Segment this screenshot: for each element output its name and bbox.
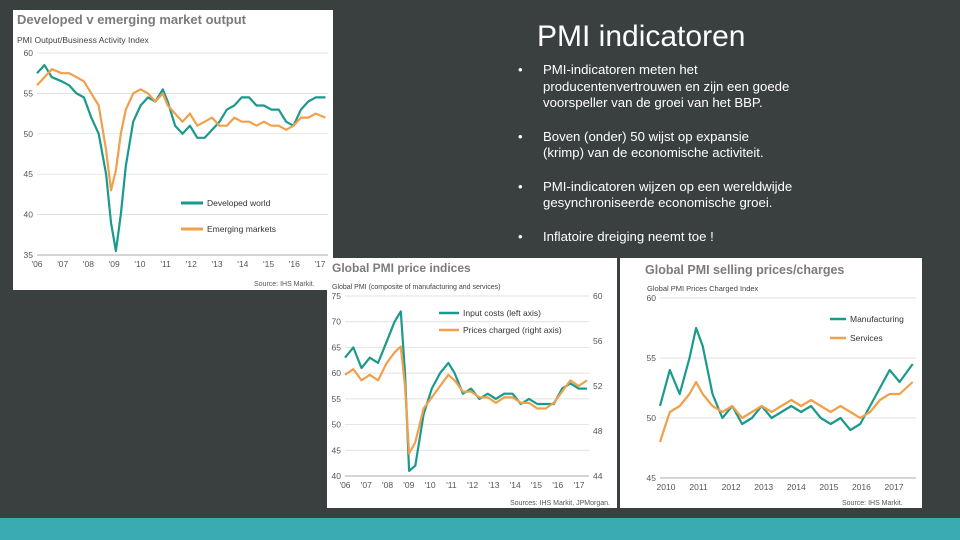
bullet-icon: • [518,178,523,194]
x-tick-label: '15 [530,480,542,490]
chart-source: Source: IHS Markit. [842,500,903,507]
y-tick-label: 40 [331,471,341,481]
chart-title: Developed v emerging market output [17,12,246,27]
x-tick-label: '15 [263,259,275,269]
y-tick-label: 45 [646,473,656,483]
series-line-orange [37,69,326,190]
y-tick-label: 40 [23,209,33,220]
x-tick-label: '11 [160,259,171,269]
chart-subtitle: Global PMI Prices Charged Index [647,284,759,293]
legend-prices-charged: Prices charged (right axis) [463,325,562,335]
x-tick-label: 2013 [754,482,774,492]
bullet-icon: • [518,228,523,244]
series-line-teal [660,328,913,430]
x-tick-label: '14 [237,259,249,269]
x-tick-label: 2014 [786,482,806,492]
bullet-item [518,179,793,212]
y-tick-label: 45 [23,169,33,180]
x-tick-label: '16 [552,480,564,490]
chart-developed-vs-emerging [13,10,333,290]
x-tick-label: '13 [211,259,223,269]
y-right-tick-label: 48 [593,426,603,436]
bullet-item [518,129,793,162]
y-tick-label: 55 [646,353,656,363]
x-tick-label: 2017 [884,482,904,492]
legend-manufacturing: Manufacturing [850,314,904,324]
chart-svg [13,10,333,290]
bullet-icon: • [518,128,523,144]
legend-services: Services [850,333,883,343]
x-tick-label: '10 [134,259,146,269]
chart-title: Global PMI selling prices/charges [645,263,845,277]
x-tick-label: 2016 [851,482,871,492]
y-right-tick-label: 52 [593,381,603,391]
series-line-orange [345,347,587,454]
chart-global-pmi-price-indices [327,258,617,508]
x-tick-label: 2011 [689,482,708,492]
chart-source: Sources: IHS Markit, JPMorgan. [510,500,610,507]
x-tick-label: '17 [573,480,585,490]
y-tick-label: 35 [23,250,33,260]
bullet-item [518,62,793,112]
y-tick-label: 60 [646,293,656,303]
legend-emerging: Emerging markets [207,224,276,234]
x-tick-label: '14 [509,480,521,490]
legend-developed: Developed world [207,198,271,208]
x-tick-label: '11 [446,480,457,490]
y-tick-label: 45 [331,445,341,456]
x-tick-label: '09 [108,259,120,269]
bullet-item [518,229,793,246]
x-tick-label: '08 [82,259,94,269]
bullet-text: PMI-indicatoren wijzen op een wereldwijde gesynchroniseerde economische groei. [543,178,793,210]
series-line-teal [37,65,326,251]
x-tick-label: 2012 [721,482,741,492]
chart-svg [327,258,617,508]
footer-accent-bar [0,518,960,540]
bullet-text: PMI-indicatoren meten het producentenvertrouwen en zijn een goede voorspeller van de groei van het BBP. [543,62,790,110]
bullet-text: Inflatoire dreiging neemt toe ! [543,228,714,244]
y-tick-label: 75 [331,291,341,301]
x-tick-label: '06 [31,259,43,269]
x-tick-label: '12 [467,480,479,490]
x-tick-label: '10 [424,480,436,490]
x-tick-label: '12 [185,259,197,269]
chart-global-pmi-selling-prices [620,258,922,508]
x-tick-label: 2010 [656,482,676,492]
y-tick-label: 50 [23,128,33,139]
x-tick-label: '06 [339,480,351,490]
x-tick-label: 2015 [819,482,839,492]
chart-subtitle: PMI Output/Business Activity Index [17,35,149,45]
x-tick-label: '13 [488,480,500,490]
chart-title: Global PMI price indices [332,261,471,275]
y-tick-label: 50 [331,419,341,430]
y-tick-label: 65 [331,342,341,353]
y-tick-label: 60 [331,368,341,379]
x-tick-label: '07 [57,259,69,269]
bullet-list [518,62,793,262]
y-right-tick-label: 44 [593,471,603,481]
y-tick-label: 55 [331,393,341,404]
x-tick-label: '07 [360,480,372,490]
y-right-tick-label: 56 [593,336,603,346]
x-tick-label: '08 [382,480,394,490]
y-right-tick-label: 60 [593,291,603,301]
bullet-icon: • [518,62,523,77]
chart-svg [620,258,922,508]
chart-source: Source: IHS Markit. [254,281,315,288]
y-tick-label: 55 [23,88,33,99]
bullet-text: Boven (onder) 50 wijst op expansie (krimp) van de economische activiteit. [543,128,764,160]
x-tick-label: '16 [288,259,300,269]
y-tick-label: 50 [646,413,656,423]
y-tick-label: 60 [23,48,33,58]
slide-title: PMI indicatoren [537,20,746,53]
x-tick-label: '17 [314,259,326,269]
series-line-orange [660,382,913,442]
legend-input-costs: Input costs (left axis) [463,308,541,318]
y-tick-label: 70 [331,316,341,327]
chart-subtitle: Global PMI (composite of manufacturing and services) [332,284,501,291]
x-tick-label: '09 [403,480,415,490]
